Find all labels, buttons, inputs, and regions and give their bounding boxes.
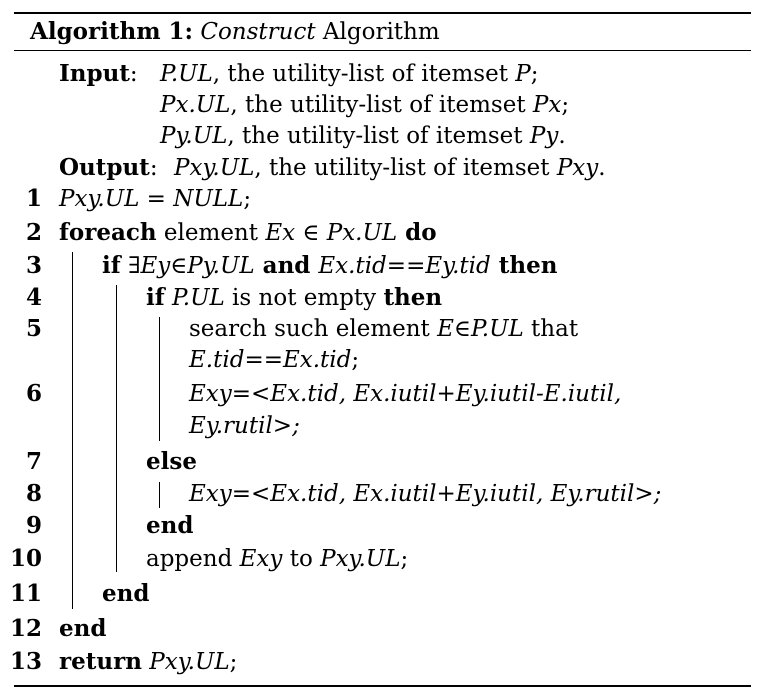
foreach-block-bar: [72, 252, 73, 609]
algo-line-3: 3 if ∃Ey∈Py.UL and Ex.tid==Ey.tid then: [0, 251, 766, 281]
output-label: Output: [59, 154, 150, 181]
algo-line-11: 11 end: [10, 580, 150, 607]
line-number: 4: [25, 284, 42, 311]
algo-line-9: 9 end: [0, 511, 766, 541]
algo-line-6-cont: Ey.rutil>;: [189, 413, 300, 439]
algo-line-12: 12 end: [10, 615, 107, 642]
input-line-2: Px.UL, the utility-list of itemset Px;: [160, 92, 570, 118]
line-number: 7: [25, 448, 42, 475]
output-line: Output: Pxy.UL, the utility-list of itemset Pxy.: [59, 154, 606, 181]
algorithm-title: [0, 17, 766, 47]
input-line-1: Input: P.UL, the utility-list of itemset P;: [59, 60, 539, 87]
algo-line-1: 1 Pxy.UL = NULL;: [0, 184, 766, 214]
input-label: Input: [59, 60, 130, 87]
algo-line-7: 7 else: [0, 447, 766, 477]
algo-line-13: 13 return Pxy.UL;: [10, 648, 238, 675]
algorithm-label: Algorithm 1:: [30, 18, 194, 45]
algo-line-10: 10 append Exy to Pxy.UL;: [10, 545, 409, 572]
top-rule: [14, 12, 751, 14]
line-number: 9: [25, 512, 42, 539]
algo-line-5-cont: E.tid==Ex.tid;: [189, 347, 360, 373]
algorithm-suffix: Algorithm: [322, 19, 440, 45]
line-number: 12: [10, 615, 43, 642]
algorithm-name: Construct: [200, 19, 316, 45]
line-number: 8: [25, 480, 42, 507]
line-number: 11: [10, 580, 43, 607]
line-number: 2: [25, 219, 42, 246]
algo-line-5: 5 search such element E∈P.UL that: [0, 314, 766, 344]
algo-line-8: 8 Exy=<Ex.tid, Ex.iutil+Ey.iutil, Ey.rutil>;: [0, 479, 766, 509]
else-block-bar: [159, 482, 160, 508]
algo-line-2: 2 foreach element Ex ∈ Px.UL do: [0, 218, 766, 248]
line-number: 13: [10, 648, 43, 675]
line-number: 10: [10, 545, 43, 572]
line-number: 1: [25, 185, 42, 212]
then-block-bar: [159, 317, 160, 441]
input-line-3: Py.UL, the utility-list of itemset Py.: [160, 123, 566, 149]
line-number: 6: [25, 380, 42, 407]
algo-line-6: 6 Exy=<Ex.tid, Ex.iutil+Ey.iutil-E.iutil,: [0, 379, 766, 409]
line-number: 3: [25, 252, 42, 279]
algo-line-4: 4 if P.UL is not empty then: [0, 283, 766, 313]
header-rule: [14, 50, 751, 51]
line-number: 5: [25, 315, 42, 342]
bottom-rule: [14, 685, 751, 687]
if-block-bar: [116, 285, 117, 572]
